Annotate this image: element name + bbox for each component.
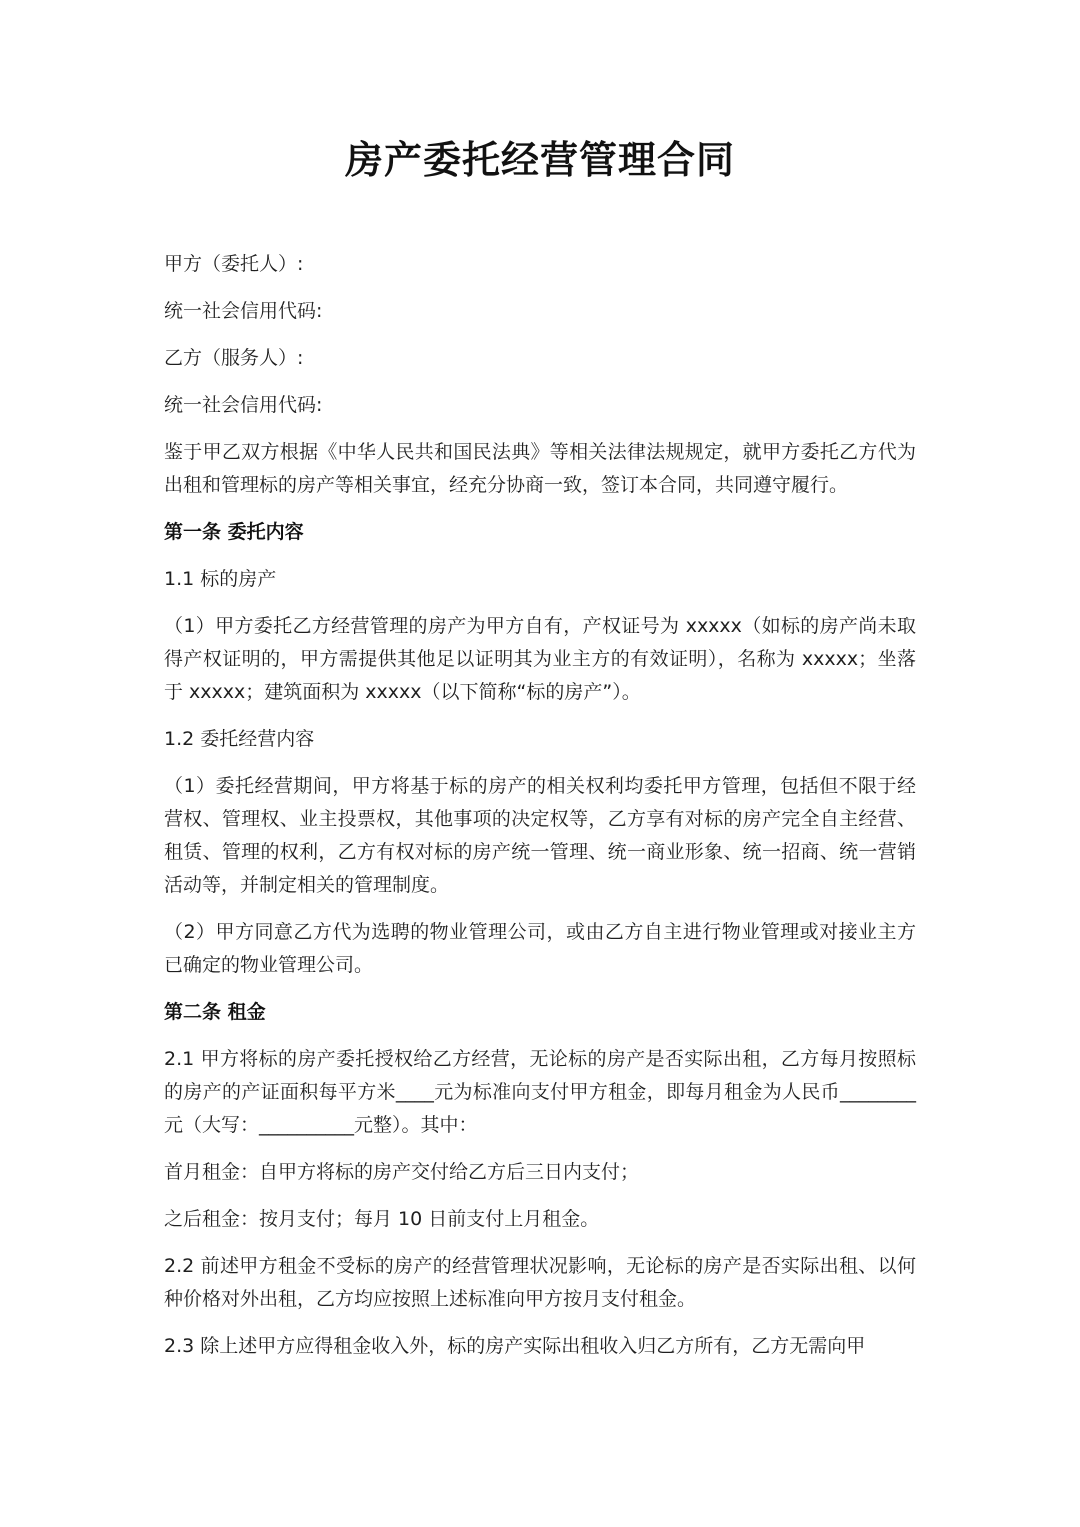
first-month-rent-line: 首月租金：自甲方将标的房产交付给乙方后三日内支付； [164,1161,640,1183]
document-body [164,248,916,1377]
clause-2-1: 2.1 甲方将标的房产委托授权给乙方经营，无论标的房产是否实际出租，乙方每月按照标的房产的产证面积每平方米____元为标准向支付甲方租金，即每月租金为人民币________元（大写：__________元整）。其中： [164,1048,916,1136]
article-2-heading: 第二条 租金 [164,1001,266,1023]
clause-1-2-item-1: （1）委托经营期间，甲方将基于标的房产的相关权利均委托甲方管理，包括但不限于经营权、管理权、业主投票权，其他事项的决定权等，乙方享有对标的房产完全自主经营、租赁、管理的权利，乙方有权对标的房产统一管理、统一商业形象、统一招商、统一营销活动等，并制定相关的管理制度。 [164,775,916,896]
clause-2-3: 2.3 除上述甲方应得租金收入外，标的房产实际出租收入归乙方所有，乙方无需向甲 [164,1335,866,1357]
clause-2-2: 2.2 前述甲方租金不受标的房产的经营管理状况影响，无论标的房产是否实际出租、以何种价格对外出租，乙方均应按照上述标准向甲方按月支付租金。 [164,1255,916,1310]
party-a-credit-code-label: 统一社会信用代码: [164,300,323,322]
clause-1-2-heading: 1.2 委托经营内容 [164,728,315,750]
article-1-heading: 第一条 委托内容 [164,521,304,543]
clause-1-1-item-1: （1）甲方委托乙方经营管理的房产为甲方自有，产权证号为 xxxxx（如标的房产尚未取得产权证明的，甲方需提供其他足以证明其为业主方的有效证明），名称为 xxxxx；坐落于 xxxxx；建筑面积为 xxxxx（以下简称“标的房产”）。 [164,615,916,703]
clause-1-2-item-2: （2）甲方同意乙方代为选聘的物业管理公司，或由乙方自主进行物业管理或对接业主方已确定的物业管理公司。 [164,921,916,976]
document-title: 房产委托经营管理合同 [344,138,735,182]
preamble-paragraph: 鉴于甲乙双方根据《中华人民共和国民法典》等相关法律法规规定，就甲方委托乙方代为出租和管理标的房产等相关事宜，经充分协商一致，签订本合同，共同遵守履行。 [164,441,916,496]
subsequent-rent-line: 之后租金：按月支付；每月 10 日前支付上月租金。 [164,1208,600,1230]
party-b-credit-code-label: 统一社会信用代码: [164,394,323,416]
clause-1-1-heading: 1.1 标的房产 [164,568,277,590]
party-a-label: 甲方（委托人）: [164,253,304,275]
party-b-label: 乙方（服务人）: [164,347,304,369]
